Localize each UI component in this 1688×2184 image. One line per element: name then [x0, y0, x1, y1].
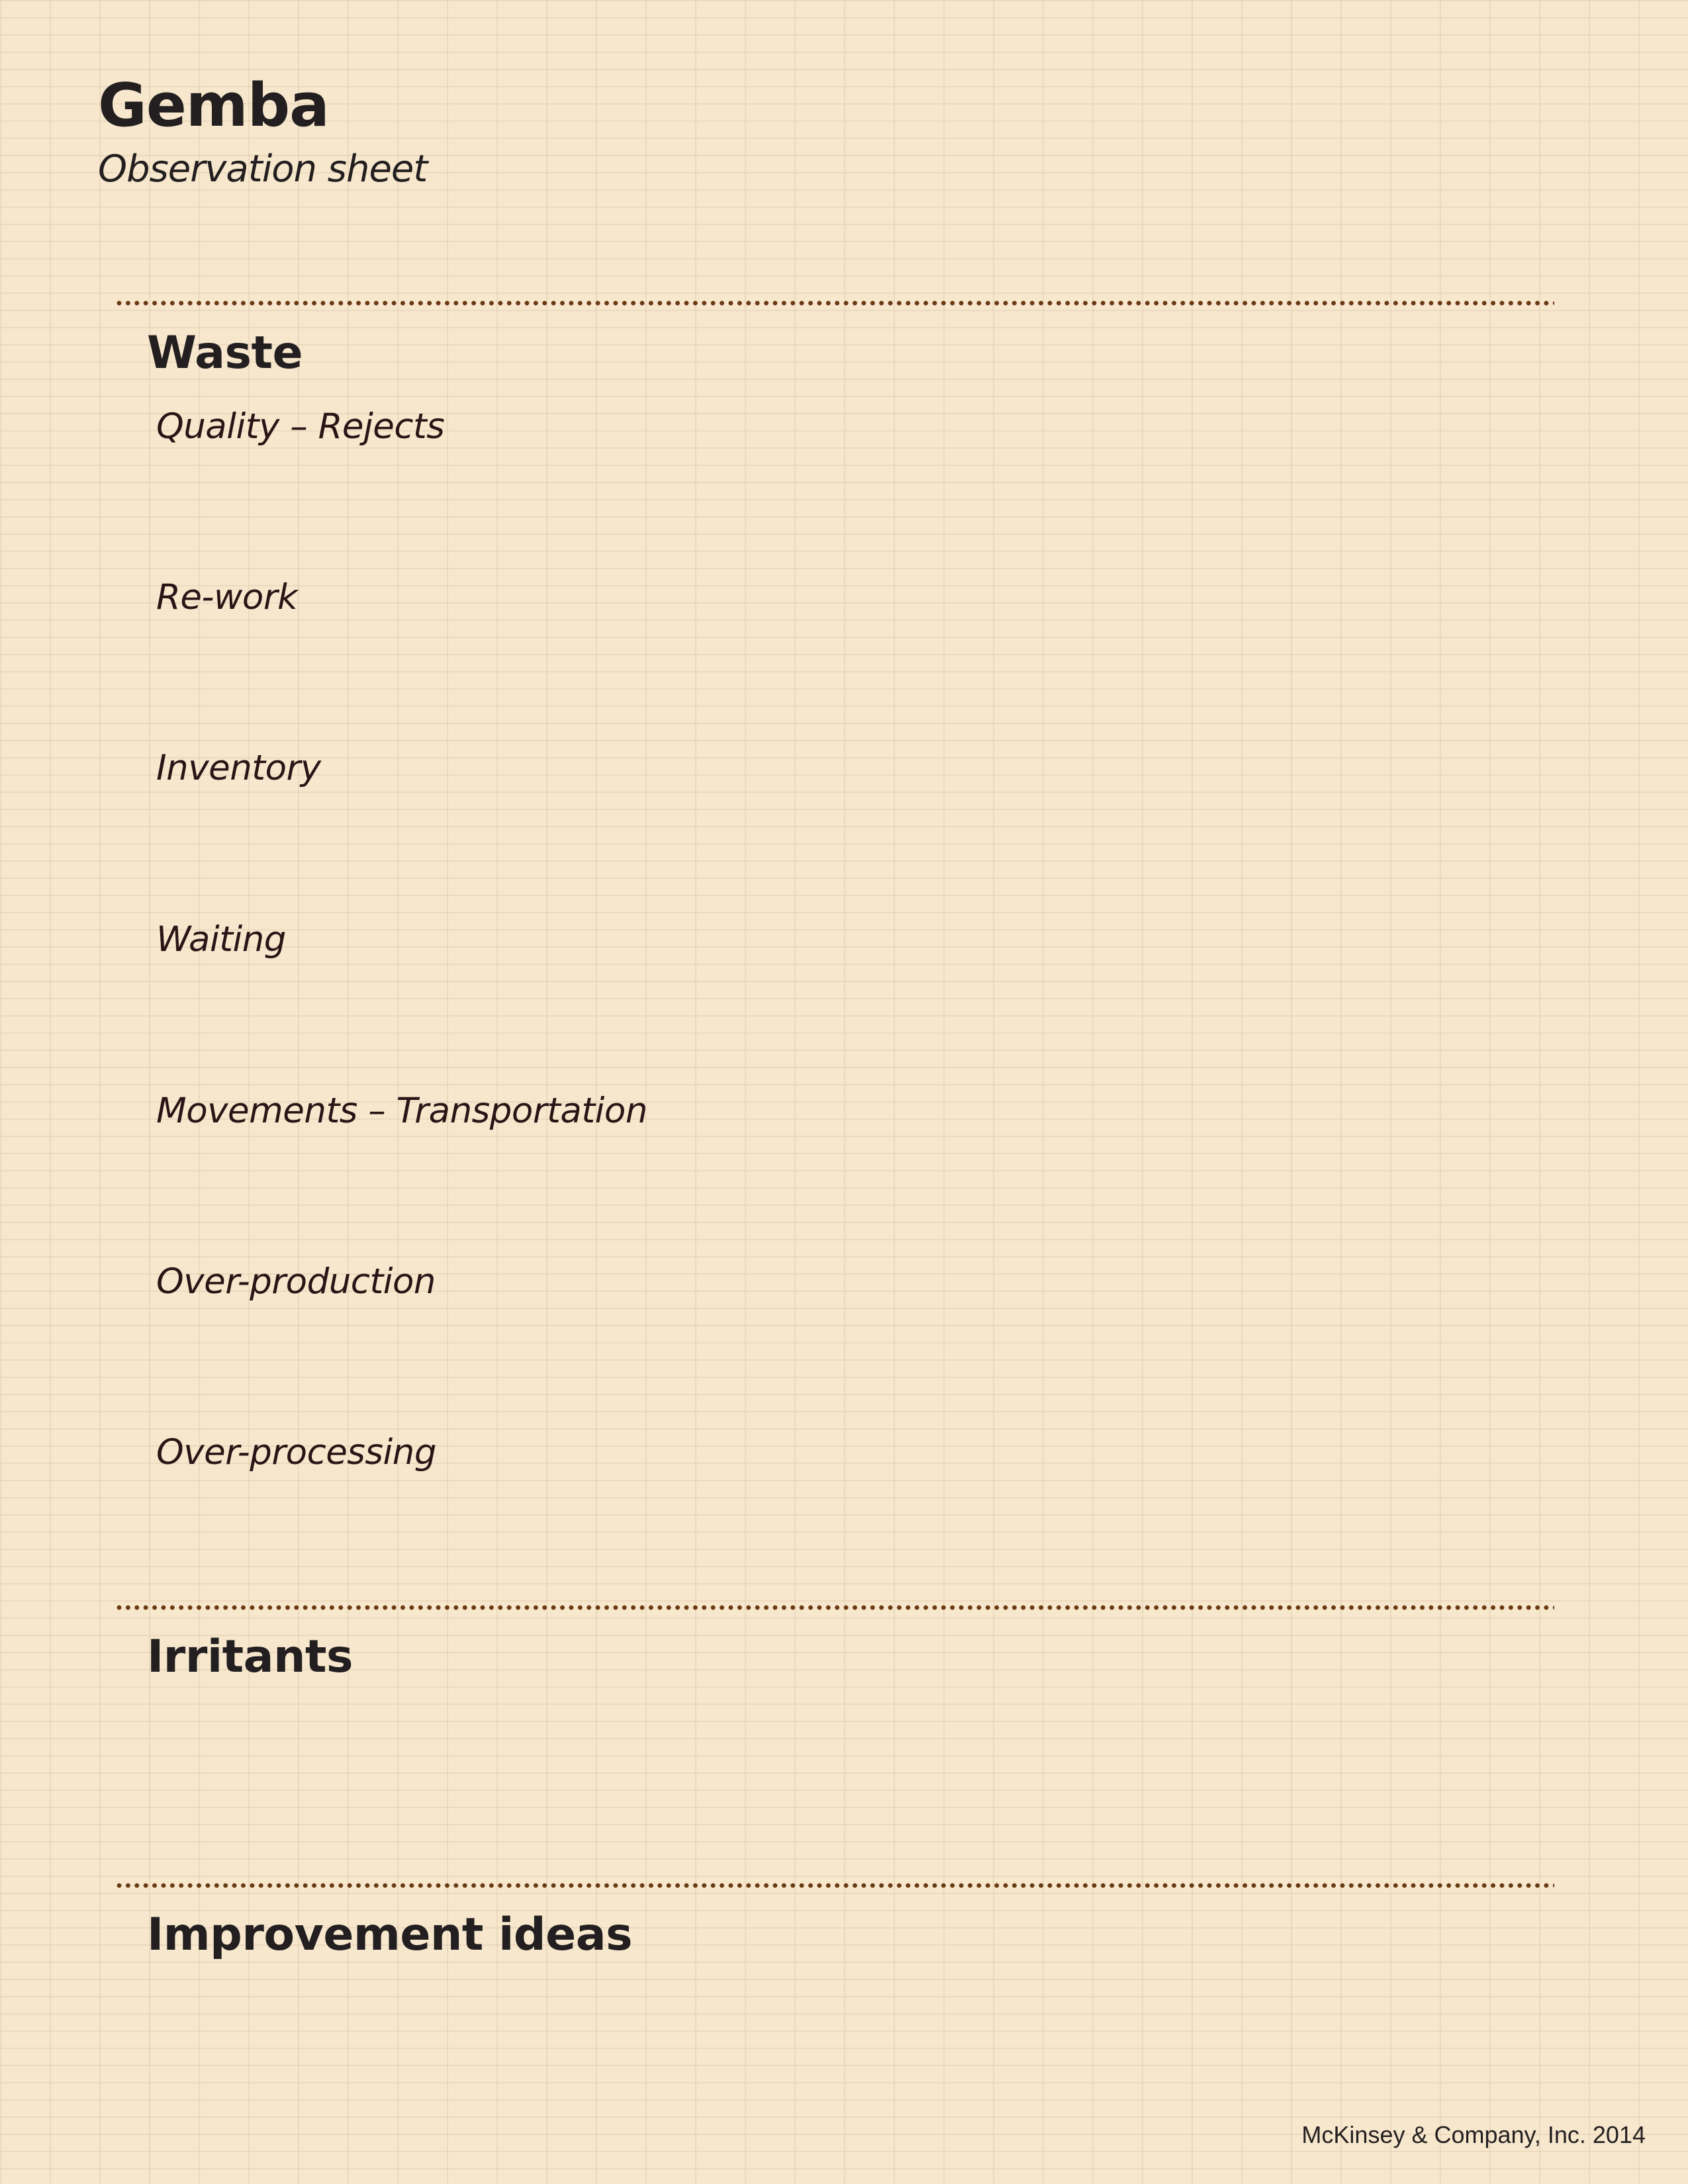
waste-item-quality-rejects: Quality – Rejects [156, 406, 445, 447]
page-title: Gemba [98, 71, 329, 140]
waste-item-movements-transportation: Movements – Transportation [156, 1091, 647, 1131]
waste-item-inventory: Inventory [156, 748, 321, 788]
dotted-divider-improvement [117, 1883, 1554, 1888]
page-subtitle: Observation sheet [98, 148, 428, 191]
section-heading-irritants: Irritants [147, 1631, 353, 1683]
footer-copyright: McKinsey & Company, Inc. 2014 [1301, 2121, 1646, 2148]
section-heading-improvement-ideas: Improvement ideas [147, 1909, 633, 1961]
dotted-divider-waste [117, 300, 1554, 306]
waste-item-waiting: Waiting [156, 919, 286, 960]
section-heading-waste: Waste [147, 327, 303, 379]
waste-item-rework: Re-work [156, 577, 298, 617]
waste-item-over-production: Over-production [156, 1261, 436, 1302]
dotted-divider-irritants [117, 1605, 1554, 1610]
waste-item-over-processing: Over-processing [156, 1432, 436, 1473]
